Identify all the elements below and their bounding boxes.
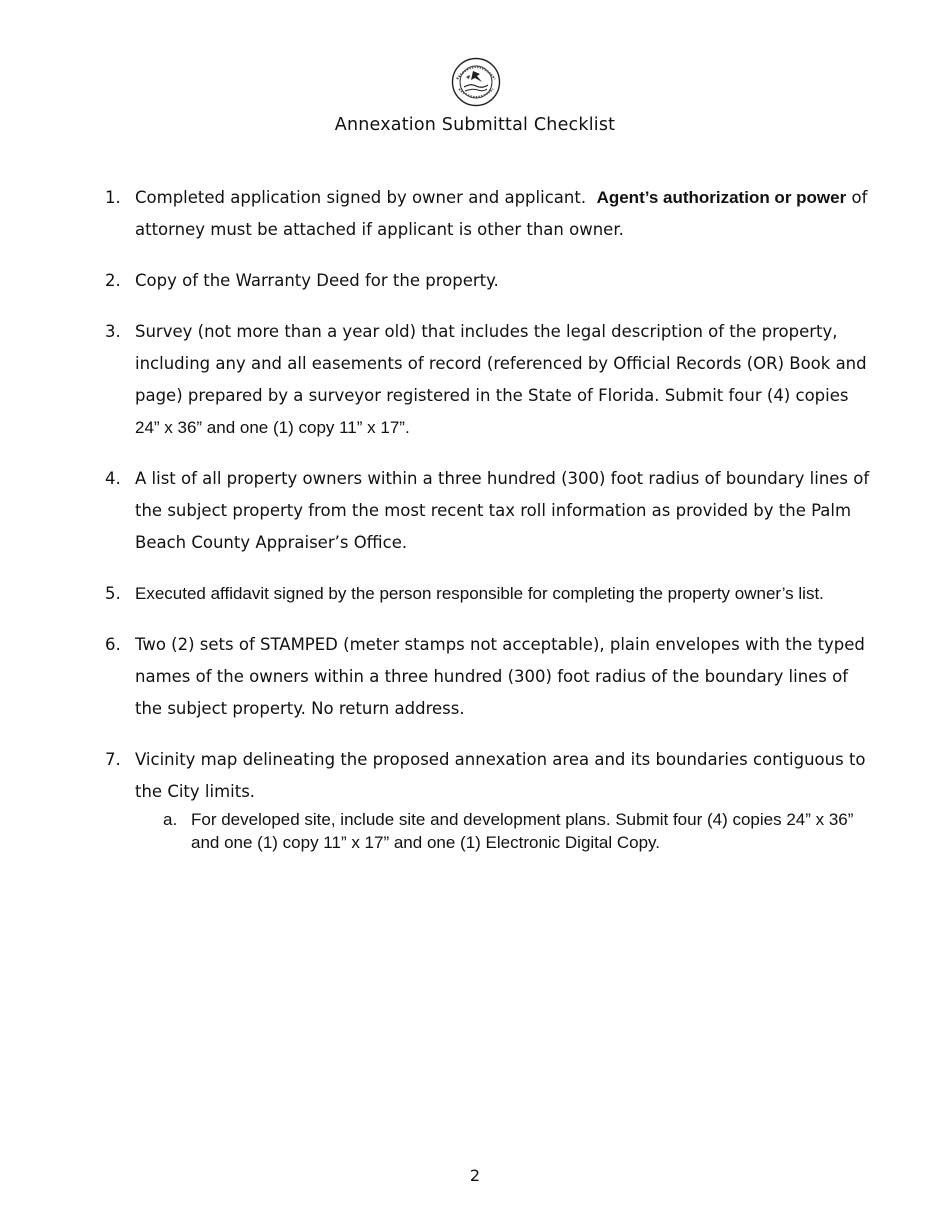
item-text: Vicinity map delineating the proposed annexation area and its boundaries contiguous to the City limits. (135, 750, 866, 801)
checklist-item-5 (105, 578, 880, 610)
item-number: 7. (105, 750, 121, 769)
checklist-item-3 (105, 316, 880, 444)
item-number: 3. (105, 322, 121, 341)
city-seal-icon (451, 57, 501, 107)
item-number: 4. (105, 469, 121, 488)
checklist-item-6 (105, 629, 880, 725)
item-number: 2. (105, 271, 121, 290)
item-text-continued: 24” x 36” and one (1) copy 11” x 17”. (135, 418, 410, 437)
checklist-subitem-a (135, 808, 880, 854)
item-text: Executed affidavit signed by the person responsible for completing the property owner’s list. (135, 584, 824, 603)
item-number: 6. (105, 635, 121, 654)
item-text: A list of all property owners within a three hundred (300) foot radius of boundary lines of the subject property from the most recent tax roll information as provided by the Palm Beach County Appraiser’s Office. (135, 469, 870, 552)
item-text: Two (2) sets of STAMPED (meter stamps not acceptable), plain envelopes with the typed names of the owners within a three hundred (300) foot radius of the boundary lines of the subject property. No return address. (135, 635, 865, 718)
item-text: Survey (not more than a year old) that includes the legal description of the property, including any and all easements of record (referenced by Official Records (OR) Book and page) prepared by a surveyor registered in the State of Florida. Submit four (4) copies (135, 322, 867, 405)
checklist-item-2 (105, 265, 880, 297)
checklist-item-4 (105, 463, 880, 559)
submittal-checklist (105, 182, 880, 873)
checklist-item-1 (105, 182, 880, 246)
page-number: 2 (469, 1166, 481, 1185)
item-number: 5. (105, 584, 121, 603)
item-number: 1. (105, 188, 121, 207)
page-title: Annexation Submittal Checklist (334, 115, 616, 135)
checklist-item-7 (105, 744, 880, 854)
item-text-continued: of attorney must be attached if applicant is other than owner. (135, 188, 868, 239)
item-text: Copy of the Warranty Deed for the property. (135, 271, 499, 290)
subitem-text: For developed site, include site and development plans. Submit four (4) copies 24” x 36” and one (1) copy 11” x 17” and one (1) Electronic Digital Copy. (191, 810, 854, 852)
subitem-label: a. (163, 810, 178, 829)
item-text: Completed application signed by owner and applicant. (135, 188, 587, 207)
item-bold-text: Agent’s authorization or power (596, 188, 847, 207)
